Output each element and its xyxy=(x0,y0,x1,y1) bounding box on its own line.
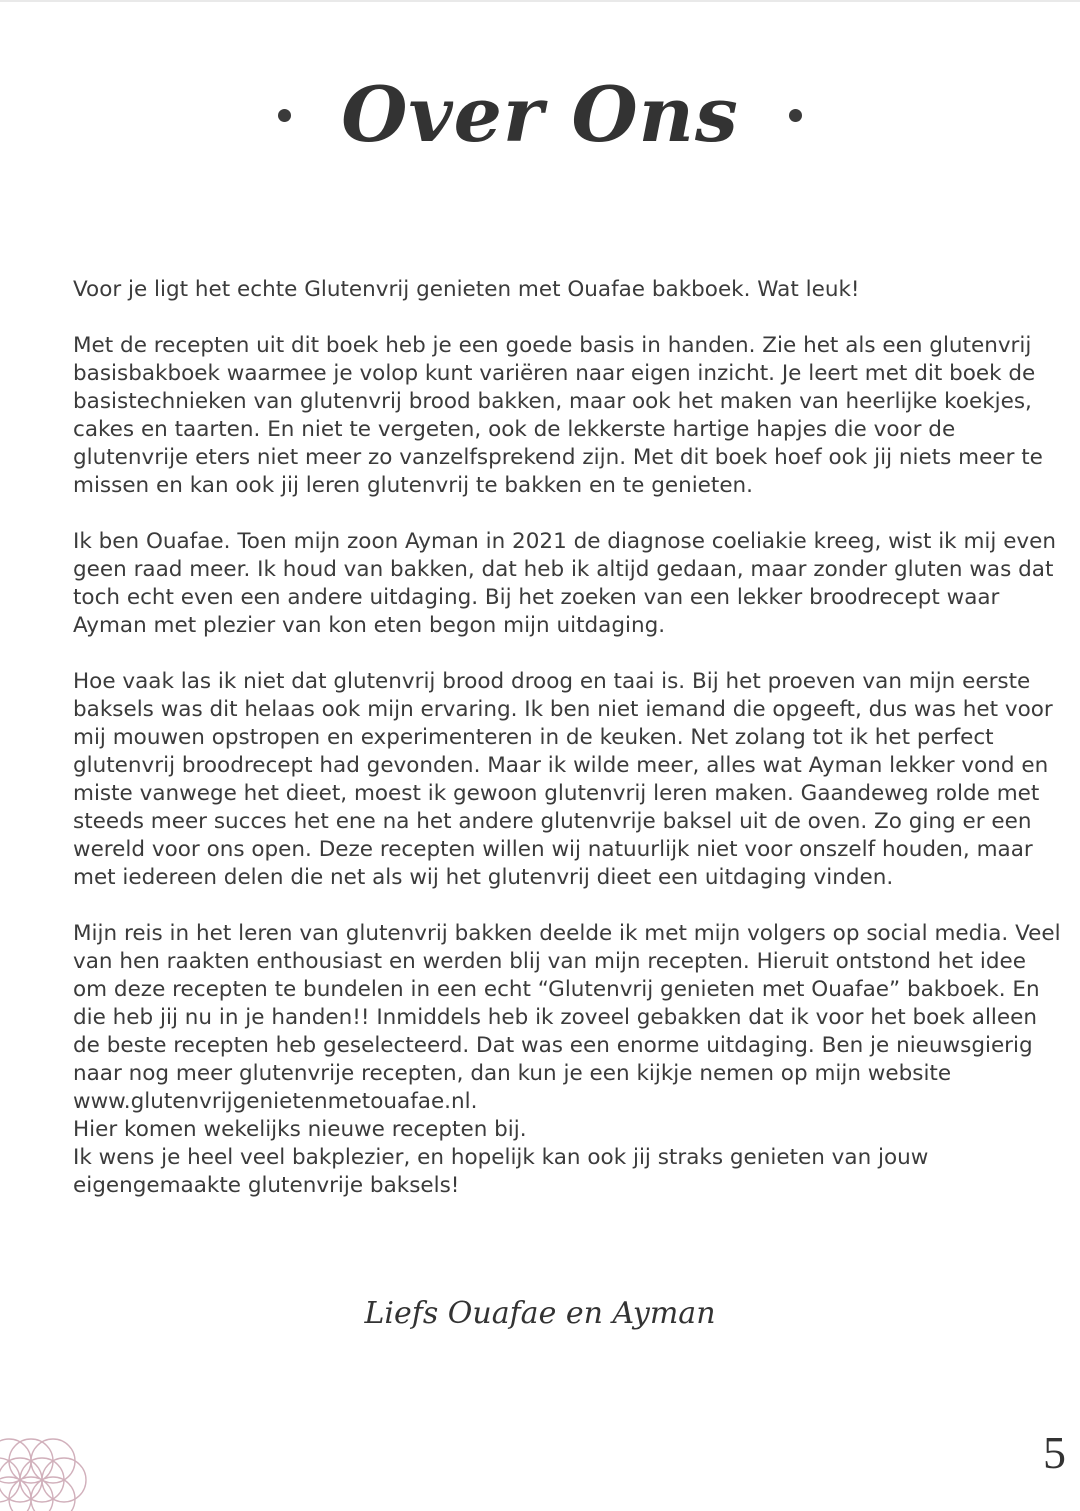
page-number: 5 xyxy=(1043,1427,1066,1478)
paragraph-experience: Hoe vaak las ik niet dat glutenvrij brood droog en taai is. Bij het proeven van mijn eerste baksels was dit helaas ook mijn ervaring. Ik ben niet iemand die opgeeft, dus was het voor mij mouwen opstropen en experimenteren in de keuken. Net zolang tot ik het perfect glutenvrij broodrecept had gevonden. Maar ik wilde meer, alles wat Ayman lekker vond en miste vanwege het dieet, moest ik gewoon glutenvrij leren maken. Gaandeweg rolde met steeds meer succes het ene na het andere glutenvrije baksel uit de oven. Zo ging er een wereld voor ons open. Deze recepten willen wij natuurlijk niet voor onszelf houden, maar met iedereen delen die net als wij het glutenvrij dieet een uitdaging vinden. xyxy=(73,669,1053,890)
paragraph-intro: Voor je ligt het echte Glutenvrij genieten met Ouafae bakboek. Wat leuk! xyxy=(73,277,860,302)
paragraph-recipes: Met de recepten uit dit boek heb je een goede basis in handen. Zie het als een glutenvrij basisbakboek waarmee je volop kunt variëren naar eigen inzicht. Je leert met dit boek de basistechnieken van glutenvrij brood bakken, maar ook het maken van heerlijke koekjes, cakes en taarten. En niet te vergeten, ook de lekkerste hartige hapjes die voor de glutenvrije eters niet meer zo vanzelfsprekend zijn. Met dit boek hoef ook jij niets meer te missen en kan ook jij leren glutenvrij te bakken en te genieten. xyxy=(73,333,1043,498)
flower-of-life-icon xyxy=(0,1410,110,1511)
top-border-line xyxy=(0,0,1080,2)
paragraph-closing: Ik wens je heel veel bakplezier, en hopelijk kan ook jij straks genieten van jouw eigengemaakte glutenvrije baksels! xyxy=(73,1145,929,1198)
paragraph-social-media: Mijn reis in het leren van glutenvrij bakken deelde ik met mijn volgers op social media. Veel van hen raakten enthousiast en werden blij van mijn recepten. Hieruit ontstond het idee om deze recepten te bundelen in een echt “Glutenvrij genieten met Ouafae” bakboek. En die heb jij nu in je handen!! Inmiddels heb ik zoveel gebakken dat ik voor het boek alleen de beste recepten heb geselecteerd. Dat was een enorme uitdaging. Ben je nieuwsgierig naar nog meer glutenvrije recepten, dan kun je een kijkje nemen op mijn website www.glutenvrijgenietenmetouafae.nl. xyxy=(73,921,1061,1114)
signature: Liefs Ouafae en Ayman xyxy=(364,1296,716,1331)
page-title: Over Ons xyxy=(341,70,739,159)
bullet-dot-icon xyxy=(278,109,291,122)
body-text xyxy=(73,276,1065,1200)
paragraph-weekly: Hier komen wekelijks nieuwe recepten bij. xyxy=(73,1117,527,1142)
bullet-dot-icon xyxy=(789,109,802,122)
paragraph-about-ouafae: Ik ben Ouafae. Toen mijn zoon Ayman in 2021 de diagnose coeliakie kreeg, wist ik mij even geen raad meer. Ik houd van bakken, dat heb ik altijd gedaan, maar zonder gluten was dat toch echt even een andere uitdaging. Bij het zoeken van een lekker broodrecept waar Ayman met plezier van kon eten begon mijn uitdaging. xyxy=(73,529,1056,638)
title-row xyxy=(0,60,1080,170)
